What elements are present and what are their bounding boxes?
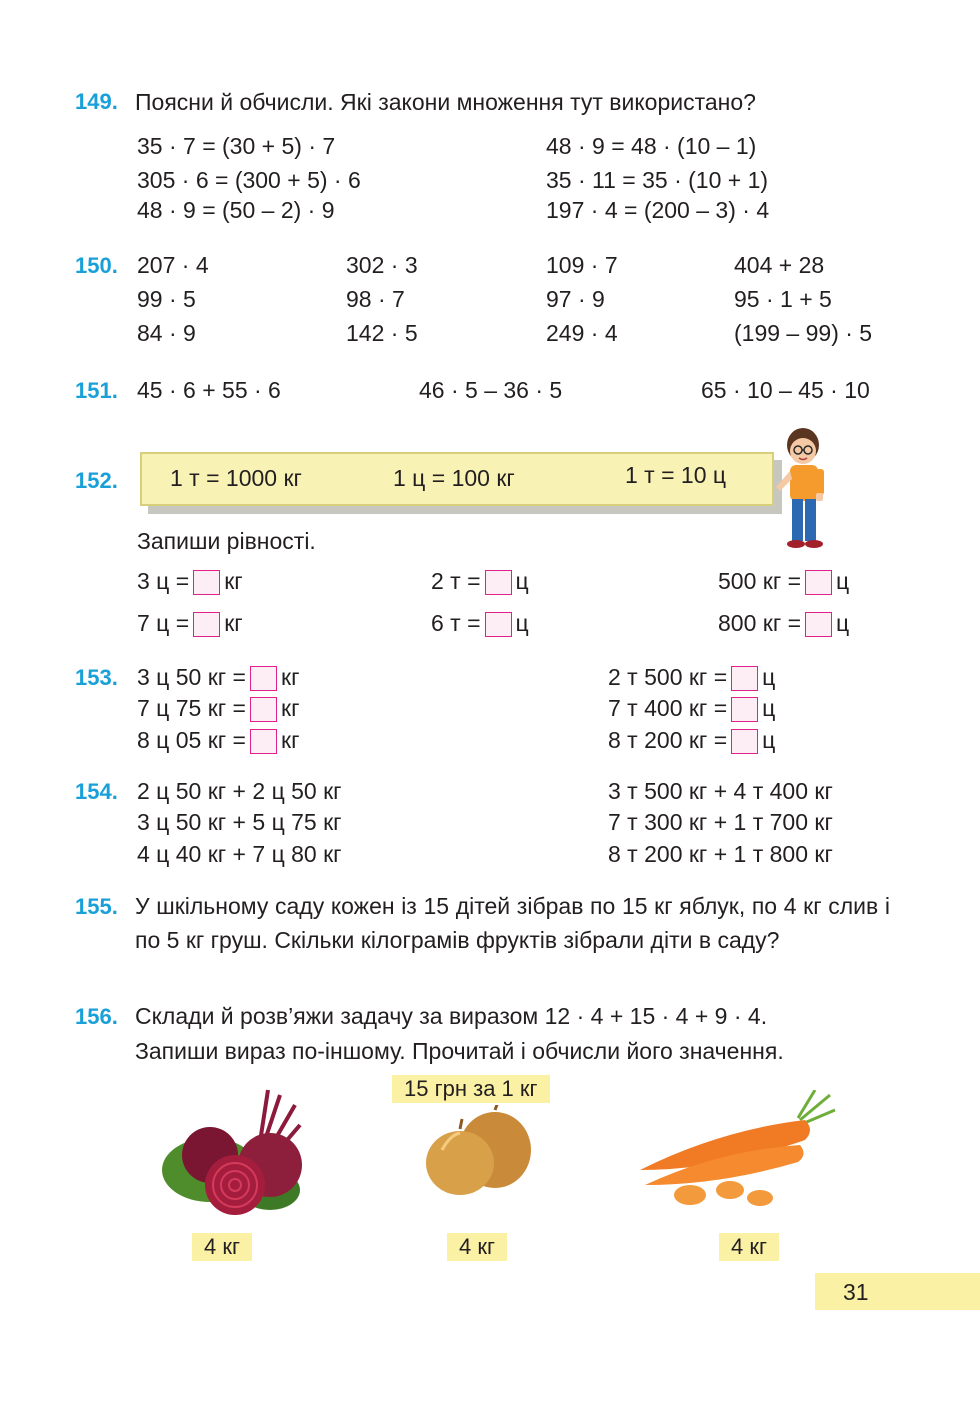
eq-unit: кг [281, 727, 300, 753]
answer-box[interactable] [731, 666, 758, 691]
eq-unit: кг [281, 664, 300, 690]
expr-149-r2: 35 · 11 = 35 · (10 + 1) [546, 167, 769, 193]
expr-150-c4-3: (199 – 99) · 5 [734, 320, 873, 346]
answer-box[interactable] [731, 729, 758, 754]
exercise-155-text: У шкільному саду кожен із 15 дітей зібрав по 15 кг яблук, по 4 кг слив і по 5 кг груш. Скільки кілограмів фруктів зібрали діти в саду? [135, 893, 890, 953]
eq-label: 6 т = [431, 610, 481, 636]
eq-152-r1-1 [137, 567, 243, 595]
eq-153-l3 [137, 726, 299, 754]
exercise-number-154: 154. [75, 779, 118, 804]
exercise-number-151: 151. [75, 378, 118, 403]
onion-weight: 4 кг [447, 1233, 507, 1261]
exercise-156-line1: Склади й розв’яжи задачу за виразом 12 · 4 + 15 · 4 + 9 · 4. [135, 1003, 768, 1029]
eq-label: 2 т = [431, 568, 481, 594]
eq-152-r2-2 [431, 609, 529, 637]
exercise-number-152: 152. [75, 468, 118, 493]
eq-153-r1 [608, 663, 775, 691]
eq-unit: ц [762, 664, 776, 690]
carrot-image [630, 1090, 840, 1210]
eq-unit: ц [836, 568, 850, 594]
expr-154-r3: 8 т 200 кг + 1 т 800 кг [608, 841, 833, 867]
eq-label: 7 т 400 кг = [608, 695, 728, 721]
expr-150-c3-1: 109 · 7 [546, 252, 618, 278]
eq-label: 3 ц = [137, 568, 190, 594]
answer-box[interactable] [193, 612, 220, 637]
eq-unit: кг [224, 568, 243, 594]
beet-weight: 4 кг [192, 1233, 252, 1261]
eq-unit: ц [515, 610, 529, 636]
exercise-number-156: 156. [75, 1004, 118, 1029]
eq-label: 7 ц = [137, 610, 190, 636]
expr-150-c1-3: 84 · 9 [137, 320, 196, 346]
eq-153-l2 [137, 694, 299, 722]
expr-149-r1: 48 · 9 = 48 · (10 – 1) [546, 133, 757, 159]
expr-150-c3-2: 97 · 9 [546, 286, 605, 312]
expr-154-l3: 4 ц 40 кг + 7 ц 80 кг [137, 841, 342, 867]
expr-150-c4-2: 95 · 1 + 5 [734, 286, 832, 312]
eq-label: 800 кг = [718, 610, 802, 636]
expr-150-c2-1: 302 · 3 [346, 252, 418, 278]
answer-box[interactable] [805, 612, 832, 637]
eq-label: 3 ц 50 кг = [137, 664, 246, 690]
eq-153-r2 [608, 694, 775, 722]
rule-centner-kg: 1 ц = 100 кг [393, 465, 515, 491]
expr-154-l1: 2 ц 50 кг + 2 ц 50 кг [137, 778, 342, 804]
expr-150-c4-1: 404 + 28 [734, 252, 825, 278]
expr-150-c1-2: 99 · 5 [137, 286, 196, 312]
expr-149-l2: 305 · 6 = (300 + 5) · 6 [137, 167, 361, 193]
eq-152-r2-1 [137, 609, 243, 637]
eq-unit: ц [762, 695, 776, 721]
price-label: 15 грн за 1 кг [392, 1075, 550, 1103]
page-number-bar [815, 1273, 980, 1310]
eq-label: 2 т 500 кг = [608, 664, 728, 690]
eq-unit: ц [836, 610, 850, 636]
answer-box[interactable] [731, 697, 758, 722]
eq-unit: кг [224, 610, 243, 636]
eq-152-r2-3 [718, 609, 849, 637]
exercise-156-line2: Запиши вираз по-іншому. Прочитай і обчисли його значення. [135, 1038, 784, 1064]
onion-image [420, 1105, 535, 1200]
exercise-number-153: 153. [75, 665, 118, 690]
answer-box[interactable] [193, 570, 220, 595]
eq-label: 500 кг = [718, 568, 802, 594]
answer-box[interactable] [250, 697, 277, 722]
expr-149-l3: 48 · 9 = (50 – 2) · 9 [137, 197, 335, 223]
answer-box[interactable] [250, 729, 277, 754]
eq-153-r3 [608, 726, 775, 754]
rule-ton-kg: 1 т = 1000 кг [170, 465, 302, 491]
answer-box[interactable] [485, 570, 512, 595]
carrot-weight: 4 кг [719, 1233, 779, 1261]
eq-153-l1 [137, 663, 299, 691]
exercise-number-149: 149. [75, 89, 118, 114]
expr-154-r1: 3 т 500 кг + 4 т 400 кг [608, 778, 833, 804]
expr-154-l2: 3 ц 50 кг + 5 ц 75 кг [137, 809, 342, 835]
expr-149-r3: 197 · 4 = (200 – 3) · 4 [546, 197, 770, 223]
eq-unit: ц [515, 568, 529, 594]
expr-151-1: 45 · 6 + 55 · 6 [137, 377, 281, 403]
boy-illustration [772, 425, 838, 550]
expr-151-2: 46 · 5 – 36 · 5 [419, 377, 563, 403]
expr-151-3: 65 · 10 – 45 · 10 [701, 377, 870, 403]
exercise-number-155: 155. [75, 894, 118, 919]
beet-image [140, 1085, 310, 1220]
expr-150-c2-3: 142 · 5 [346, 320, 418, 346]
exercise-149-instruction: Поясни й обчисли. Які закони множення тут використано? [135, 89, 756, 115]
eq-unit: кг [281, 695, 300, 721]
expr-149-l1: 35 · 7 = (30 + 5) · 7 [137, 133, 336, 159]
eq-152-r1-3 [718, 567, 849, 595]
answer-box[interactable] [805, 570, 832, 595]
eq-label: 8 т 200 кг = [608, 727, 728, 753]
answer-box[interactable] [485, 612, 512, 637]
exercise-152-task: Запиши рівності. [137, 528, 316, 554]
expr-150-c3-3: 249 · 4 [546, 320, 618, 346]
answer-box[interactable] [250, 666, 277, 691]
eq-label: 7 ц 75 кг = [137, 695, 246, 721]
expr-154-r2: 7 т 300 кг + 1 т 700 кг [608, 809, 833, 835]
rule-ton-centner: 1 т = 10 ц [625, 462, 727, 488]
page-number: 31 [843, 1279, 869, 1305]
eq-152-r1-2 [431, 567, 529, 595]
exercise-number-150: 150. [75, 253, 118, 278]
eq-label: 8 ц 05 кг = [137, 727, 246, 753]
expr-150-c2-2: 98 · 7 [346, 286, 405, 312]
expr-150-c1-1: 207 · 4 [137, 252, 209, 278]
eq-unit: ц [762, 727, 776, 753]
